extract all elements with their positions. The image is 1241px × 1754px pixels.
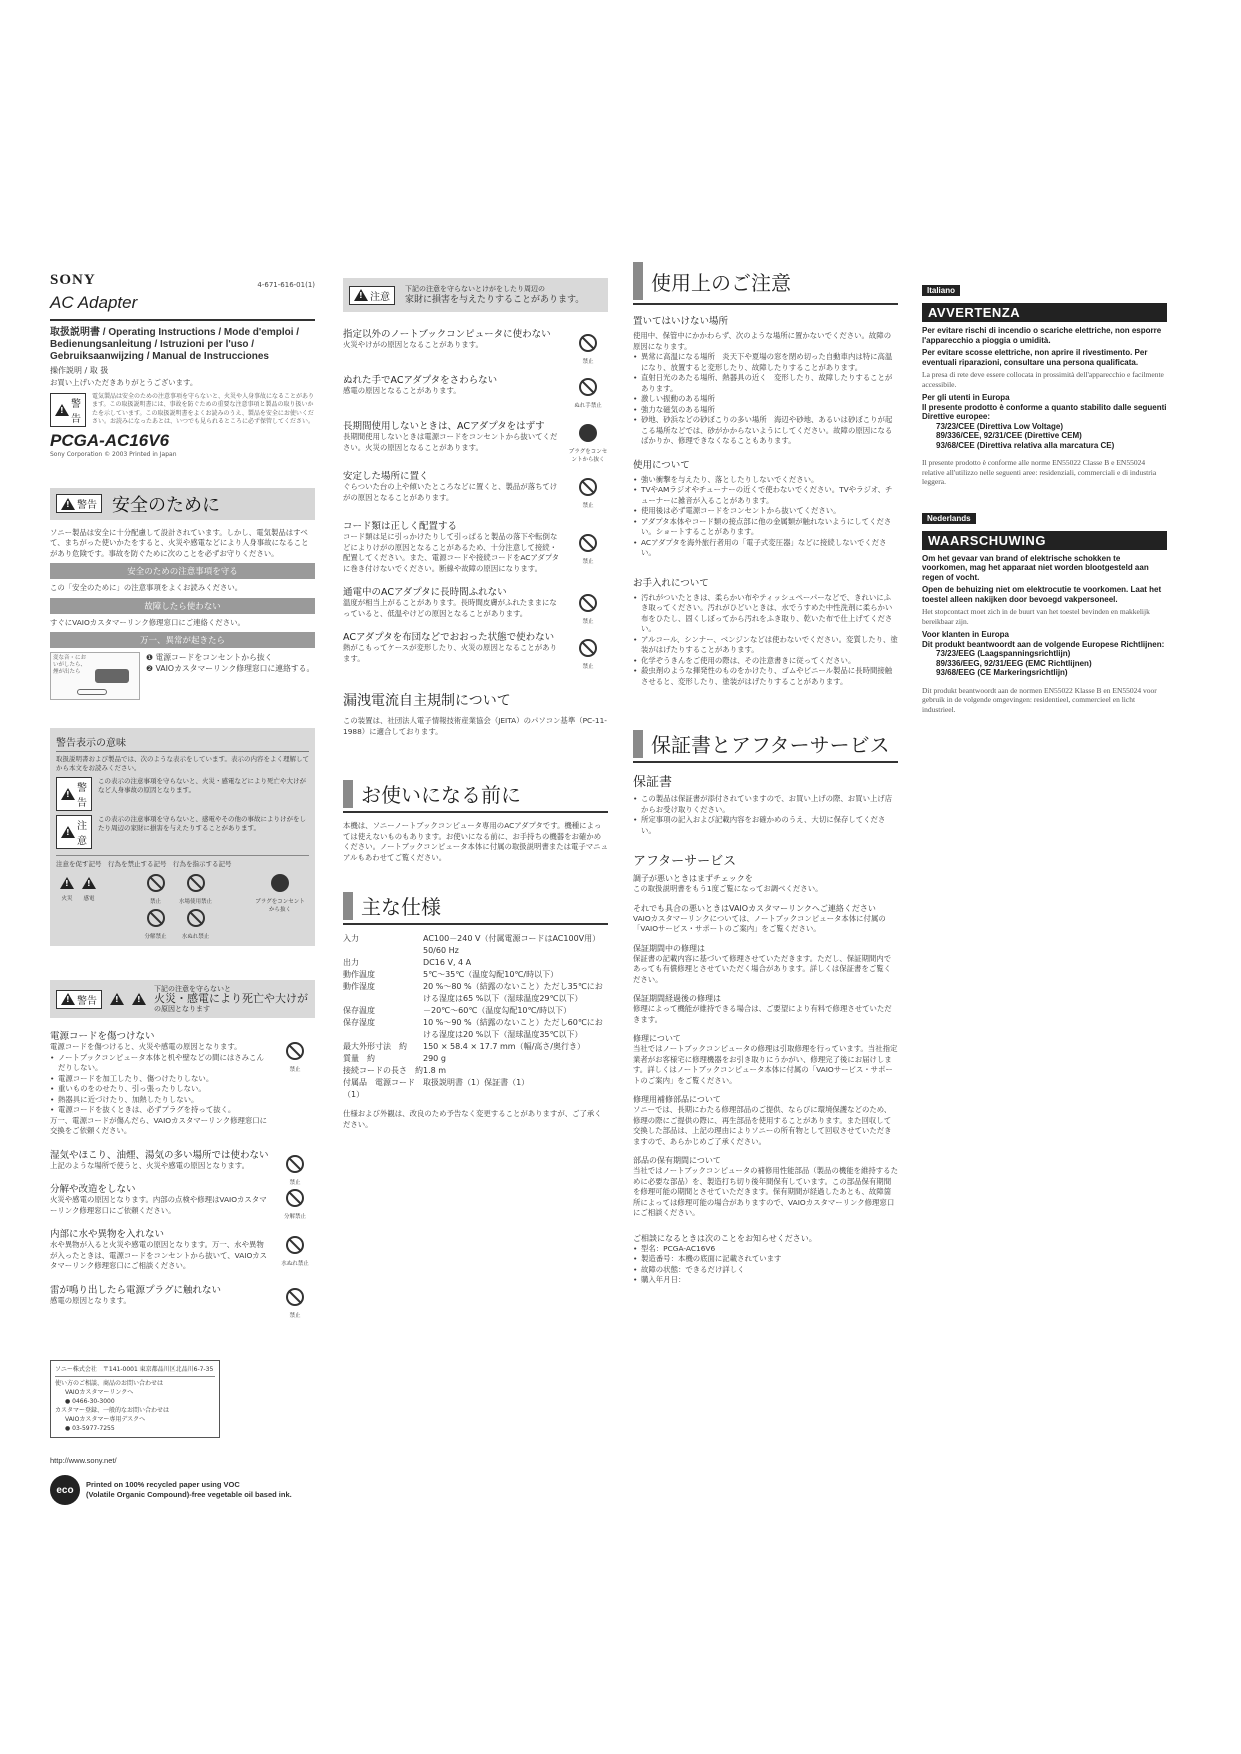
- prohibit-icon: [579, 478, 597, 496]
- caution-item-body: ぐらついた台の上や傾いたところなどに置くと、製品が落ちてけがの原因となることがあります。: [343, 482, 558, 502]
- service-block: [633, 903, 898, 935]
- caution-item: [343, 372, 608, 408]
- warning-triangle-icon: [61, 993, 75, 1005]
- abnormal-step-2: ❷ VAIOカスタマーリンク修理窓口に連絡する。: [146, 664, 315, 673]
- prohibit-icon: [147, 874, 165, 892]
- table-row: 最大外形寸法 約 150 × 58.4 × 17.7 mm（幅/高さ/奥行き）: [343, 1042, 585, 1051]
- contact-box: [50, 1360, 220, 1438]
- caution-item-title: コード類は正しく配置する: [343, 521, 458, 532]
- warranty-heading: 保証書とアフターサービス: [633, 729, 898, 763]
- icon-label: 禁止: [289, 1312, 301, 1319]
- list-item: • アルコール、シンナー、ベンジンなどは使わないでください。変質したり、塗装がはげたりすることがあります。: [633, 635, 898, 656]
- caution-item-title: ACアダプタを布団などでおおった状態で使わない: [343, 632, 555, 643]
- eco-line2: (Volatile Organic Compound)-free vegetable oil based ink.: [86, 1490, 292, 1499]
- table-row: 保存温度 －20℃～60℃（温度勾配10℃/時以下）: [343, 1006, 572, 1015]
- icon-label: 水ぬれ禁止: [281, 1261, 309, 1267]
- caution-item: [343, 629, 608, 670]
- before-use-heading: お使いになる前に: [343, 779, 608, 813]
- prohibit-label: 禁止: [149, 899, 161, 905]
- warning-item: [50, 1147, 315, 1186]
- model-number: PCGA-AC16V6: [50, 430, 170, 450]
- table-row: 出力 DC16 V, 4 A: [343, 958, 472, 967]
- signs-legend-row: 注意を促す記号 行為を禁止する記号 行為を指示する記号: [56, 855, 309, 868]
- warning-item-title: 電源コードを傷つけない: [50, 1031, 155, 1042]
- nederlands-p3: Het stopcontact moet zich in de buurt van het toestel bevinden en makkelijk bereikbaar zijn.: [922, 607, 1150, 626]
- caution-item: [343, 468, 608, 508]
- prohibit-icon: [286, 1288, 304, 1306]
- caution-triangle-icon: [61, 826, 75, 838]
- safety-warning-badge: ! 警告: [56, 494, 102, 513]
- contact-line1: 使い方のご相談、商品のお問い合わせは: [55, 1380, 164, 1387]
- list-item: • 所定事項の記入および記載内容をお確かめのうえ、大切に保存してください。: [633, 815, 898, 836]
- contact-phone2: ● 03-5977-7255: [65, 1425, 115, 1432]
- warning-item-body: 火災や感電の原因となります。内部の点検や修理はVAIOカスタマーリンク修理窓口にご依頼ください。: [50, 1195, 267, 1215]
- icon-label: 禁止: [582, 619, 594, 625]
- warning-triangle-icon: [55, 404, 69, 416]
- contact-company: ソニー株式会社 〒141-0001 東京都品川区北品川6-7-35: [55, 1365, 215, 1377]
- caution-item-title: ぬれた手でACアダプタをさわらない: [343, 375, 498, 386]
- eco-badge-icon: eco: [50, 1475, 80, 1505]
- warning-header: [50, 980, 315, 1018]
- abnormal-illustration: [50, 652, 140, 700]
- nederlands-band: WAARSCHUWING: [922, 531, 1167, 550]
- icon-label: 禁止: [582, 664, 594, 670]
- icon-label: ぬれ手禁止: [574, 403, 602, 409]
- nederlands-p6: 73/23/EEG (Laagspanningsrichtlijn): [936, 649, 1071, 658]
- prohibit-icon: [579, 639, 597, 657]
- prohibit-icon: [286, 1042, 304, 1060]
- nederlands-p2: Open de behuizing niet om elektrocutie te voorkomen. Laat het toestel alleen nakijken door bevoegd vakpersoneel.: [922, 585, 1162, 604]
- caution-item-body: 感電の原因となることがあります。: [343, 386, 461, 395]
- use-title: 使用について: [633, 459, 690, 471]
- specs-table: [343, 933, 608, 1101]
- section-marker: [633, 730, 643, 758]
- table-row: 動作温度 5℃～35℃（温度勾配10℃/時以下）: [343, 970, 559, 979]
- service-block-title: 修理用補修部品について: [633, 1095, 721, 1104]
- warning-item-title: 湿気やほこり、油煙、湯気の多い場所では使わない: [50, 1149, 269, 1161]
- icon-label: 禁止: [289, 1067, 301, 1073]
- fire-label: 火災: [61, 896, 73, 902]
- fire-icon: [60, 877, 74, 889]
- disassemble-label: 分解禁止: [144, 934, 167, 940]
- service-block-title: 修理について: [633, 1034, 681, 1043]
- band-no-broken: 故障したら使わない: [50, 598, 315, 614]
- list-item: • 電源コードを抜くときは、必ずプラグを持って抜く。: [50, 1105, 271, 1116]
- prohibit-icon: [579, 594, 597, 612]
- warning-header-line2: 火災・感電により死亡や大けが: [154, 992, 308, 1005]
- icon-label: 禁止: [582, 503, 594, 509]
- italiano-p6: 73/23/CEE (Direttiva Low Voltage): [936, 421, 1063, 431]
- list-item: • 購入年月日：: [633, 1275, 898, 1286]
- band-follow-rules-text: この「安全のために」の注意事項をよくお読みください。: [50, 583, 243, 592]
- service-block-body: VAIOカスタマーリンクについては、ノートブックコンピュータ本体に付属の「VAIOサービス・サポートのご案内」をご覧ください。: [633, 913, 886, 933]
- nederlands-tag: Nederlands: [922, 513, 976, 524]
- list-item: • ノートブックコンピュータ本体と机や壁などの間にはさみこんだりしない。: [50, 1053, 271, 1074]
- list-item: • 型名：PCGA-AC16V6: [633, 1244, 898, 1255]
- band-no-broken-text: すぐにVAIOカスタマーリンク修理窓口にご連絡ください。: [50, 617, 245, 627]
- prohibit-icon: [579, 534, 597, 552]
- list-item: • 使用後は必ず電源コードをコンセントから抜いてください。: [633, 506, 898, 517]
- caution-item-body: コード類は足に引っかけたりして引っぱると製品の落下や転倒などによりけがの原因となることがあるため、十分注意して接続・配置してください。また、電源コードや接続コードをACアダプタに巻き付けないでください。断線や故障の原因になります。: [343, 532, 559, 573]
- list-item: • 製造番号：本機の底面に記載されています: [633, 1254, 898, 1265]
- service-block-body: 保証書の記載内容に基づいて修理させていただきます。ただし、保証期間内であっても有償修理とさせていただく場合があります。詳しくは保証書をご覧ください。: [633, 953, 892, 984]
- warning-item-body: 感電の原因となります。: [50, 1295, 131, 1305]
- prohibit-icon: [579, 334, 597, 352]
- nederlands-p5: Dit produkt beantwoordt aan de volgende Europese Richtlijnen:: [922, 639, 1165, 649]
- service-block-body: 当社ではノートブックコンピュータの修理は引取修理を行っています。当社指定業者がお客様宅に修理機器をお引き取りにうかがい、修理完了後にお届けします。詳しくはノートブックコンピュータ本体に付属の「VAIOサービス・サポートのご案内」をご覧ください。: [633, 1044, 898, 1085]
- safety-title: 安全のために: [112, 494, 220, 516]
- harmonic-title: 漏洩電流自主規制について: [343, 693, 511, 709]
- illustration-caption: 変な音・においがしたら、煙が出たら: [53, 655, 87, 675]
- wet-label: 水ぬれ禁止: [181, 934, 210, 940]
- icon-label: 禁止: [582, 359, 594, 365]
- signs-title: 警告表示の意味: [56, 734, 309, 752]
- icon-label: プラグをコンセントから抜く: [568, 449, 608, 463]
- contact-phone1: ● 0466-30-3000: [65, 1398, 115, 1405]
- service-block-body: 修理によって機能が維持できる場合は、ご要望により有料で修理させていただきます。: [633, 1004, 892, 1024]
- service-block-title: 保証期間経過後の修理は: [633, 994, 721, 1003]
- sign-warning-badge: ! 警告: [56, 777, 92, 811]
- caution-item: [343, 584, 608, 625]
- list-item: • 異常に高温になる場所 炎天下や夏場の窓を閉め切った自動車内は特に高温になり、放置すると変形したり、故障したりすることがあります。: [633, 352, 898, 373]
- list-item: • 激しい振動のある場所: [633, 394, 898, 405]
- service-block: [633, 1094, 898, 1147]
- service-subheading: アフターサービス: [633, 854, 737, 869]
- contact-line2: VAIOカスタマーリンクへ: [65, 1389, 134, 1396]
- italiano-p9: Il presente prodotto è conforme alle norme EN55022 Classe B e EN55024 relative all'utilizzo nelle seguenti aree: residenziali, commerciali e di industria leggera.: [922, 458, 1157, 486]
- warning-triangle-icon: [61, 498, 75, 510]
- caution-item-body: 火災やけがの原因となることがあります。: [343, 340, 483, 349]
- caution-item: [343, 418, 608, 463]
- caution-triangle-icon: [354, 289, 368, 301]
- warning-item: [50, 1181, 315, 1220]
- care-title: お手入れについて: [633, 577, 709, 589]
- harmonic-body: この装置は、社団法人電子情報技術産業協会（JEITA）のパソコン基準（PC-11-1988）に適合しております。: [343, 716, 607, 736]
- wet-hands-prohibit-icon: [579, 378, 597, 396]
- places-intro: 使用中、保管中にかかわらず、次のような場所に置かないでください。故障の原因になります。: [633, 331, 892, 351]
- service-block-title: それでも具合の悪いときはVAIOカスタマーリンクへご連絡ください: [633, 903, 876, 913]
- nederlands-p9: Dit produkt beantwoordt aan de normen EN55022 Klasse B en EN55024 voor gebruik in de volgende omgevingen: residentieel, commercieel en licht industrieel.: [922, 685, 1157, 714]
- service-block-body: この取扱説明書をもう1度ご覧になってお調べください。: [633, 884, 823, 893]
- water-prohibit-icon: [286, 1236, 304, 1254]
- icon-label: 禁止: [289, 1179, 301, 1186]
- unplug-icon: [271, 874, 289, 892]
- places-title: 置いてはいけない場所: [633, 316, 729, 327]
- specs-note: 仕様および外観は、改良のため予告なく変更することがありますが、ご了承ください。: [343, 1109, 602, 1129]
- sony-url[interactable]: http://www.sony.net/: [50, 1456, 117, 1465]
- safety-intro: ソニー製品は安全に十分配慮して設計されています。しかし、電気製品はすべて、まちがった使いかたをすると、火災や感電などにより人身事故になることがあり危険です。事故を防ぐために次のことを必ずお守りください。: [50, 527, 309, 558]
- warning-item-title: 雷が鳴り出したら電源プラグに触れない: [50, 1284, 222, 1296]
- list-item: • 強い衝撃を与えたり、落としたりしないでください。: [633, 475, 898, 486]
- caution-header-line2: 家財に損害を与えたりすることがあります。: [405, 295, 585, 305]
- table-row: 入力 AC100－240 V（付属電源コードはAC100V用）50/60 Hz: [343, 934, 601, 955]
- italiano-p2: Per evitare scosse elettriche, non aprire il rivestimento. Per eventuali riparazioni, consultare una persona qualificata.: [922, 348, 1148, 367]
- warning-item-body: 水や異物が入ると火災や感電の原因となります。万一、水や異物が入ったときは、電源コードをコンセントから抜いて、VAIOカスタマーリンク修理窓口にご相談ください。: [50, 1240, 268, 1270]
- service-block-title: 部品の保有期間について: [633, 1156, 721, 1165]
- caution-item-title: 通電中のACアダプタに長時間ふれない: [343, 587, 507, 598]
- caution-item-title: 安定した場所に置く: [343, 471, 429, 482]
- service-block-body: ソニーでは、長期にわたる修理部品のご提供、ならびに環境保護などのため、修理の際にご提供の際に、再生部品を使用することがあります。また回収して交換した部品は、上記の理由によりソニーの所有物として回収させていただきますので、あらかじめご了承ください。: [633, 1105, 892, 1146]
- list-item: • 砂地、砂浜などの砂ぼこりの多い場所 海辺や砂地、あるいは砂ぼこりが起こる場所などでは、砂がかからないようにしてください。故障の原因になるばかりか、修理できなくなることもあります。: [633, 415, 898, 447]
- section-marker: [633, 262, 643, 300]
- italiano-band: AVVERTENZA: [922, 303, 1167, 322]
- abnormal-step-1: ❶ 電源コードをコンセントから抜く: [146, 653, 273, 662]
- disassemble-prohibit-icon: [286, 1189, 304, 1207]
- service-block-title: 保証期間中の修理は: [633, 943, 705, 953]
- signs-box: [50, 728, 315, 946]
- sign-warning-desc: この表示の注意事項を守らないと、火災・感電などにより死亡や大けがなど人身事故の原因となります。: [98, 777, 306, 794]
- copyright: Sony Corporation © 2003 Printed in Japan: [50, 450, 177, 458]
- band-abnormal: 万一、異常が起きたら: [50, 632, 315, 648]
- sign-caution-desc: この表示の注意事項を守らないと、感電やその他の事故によりけがをしたり周辺の家財に損害を与えたりすることがあります。: [98, 815, 306, 832]
- caution-item-body: 温度が相当上がることがあります。長時間皮膚がふれたままになっていると、低温やけどの原因となることがあります。: [343, 598, 557, 618]
- water-prohibit-icon: [187, 874, 205, 892]
- warning-item: [50, 1028, 315, 1137]
- warning-triangle-icon: [61, 788, 75, 800]
- caution-badge: ! 注意: [349, 286, 395, 305]
- italiano-p3: La presa di rete deve essere collocata in prossimità dell'apparecchio e facilmente accessibile.: [922, 370, 1164, 389]
- service-block: [633, 1033, 898, 1086]
- nederlands-p7: 89/336/EEG, 92/31/EEG (EMC Richtlijnen): [936, 658, 1092, 668]
- table-row: 動作湿度 20 %～80 %（結露のないこと）ただし35℃における湿度は65 %以下（湿球温度29℃以下）: [343, 982, 603, 1003]
- italiano-p5: Il presente prodotto è conforme a quanto stabilito dalle seguenti Direttive europee:: [922, 402, 1167, 421]
- service-block: [633, 993, 898, 1025]
- list-item: • 殺虫剤のような揮発性のものをかけたり、ゴムやビニール製品に長時間接触させると、変形したり、塗装がはげたりすることがあります。: [633, 666, 898, 687]
- warning-header-line3: の原因となります: [154, 1005, 210, 1013]
- list-item: • 化学ぞうきんをご使用の際は、その注意書きに従ってください。: [633, 656, 898, 667]
- list-item: • TVやAMラジオやチューナーの近くで使わないでください。TVやラジオ、チューナーに雑音が入ることがあります。: [633, 485, 898, 506]
- caution-item-title: 指定以外のノートブックコンピュータに使わない: [343, 329, 551, 340]
- water-prohibit-label: 水場使用禁止: [178, 899, 212, 905]
- column-4: [922, 278, 1167, 714]
- nederlands-p4: Voor klanten in Europa: [922, 630, 1009, 639]
- table-row: 保存湿度 10 %～90 %（結露のないこと）ただし60℃における湿度は20 %以下（湿球温度35℃以下）: [343, 1018, 603, 1039]
- shock-label: 感電: [83, 896, 95, 902]
- caution-header: [343, 278, 608, 312]
- italiano-p8: 93/68/CEE (Direttiva relativa alla marcatura CE): [936, 440, 1115, 450]
- service-block: [633, 943, 898, 986]
- nederlands-p8: 93/68/EEG (CE Markeringsrichtlijn): [936, 668, 1068, 677]
- icon-label: 分解禁止: [283, 1214, 306, 1220]
- caution-item-title: 長期間使用しないときは、ACアダプタをはずす: [343, 421, 545, 432]
- caution-item: [343, 518, 608, 574]
- unplug-icon: [579, 424, 597, 442]
- unplug-label: プラグをコンセントから抜く: [255, 899, 305, 913]
- caution-header-line1: 下記の注意を守らないとけがをしたり周辺の: [405, 285, 545, 293]
- caution-item-body: 長期間使用しないときは電源コードをコンセントから抜いてください。火災の原因となることがあります。: [343, 432, 558, 452]
- service-block: [633, 873, 898, 895]
- manual-label: 操作説明 / 取 扱: [50, 366, 109, 375]
- list-item: • 故障の状態：できるだけ詳しく: [633, 1265, 898, 1276]
- fire-icon: [132, 993, 146, 1005]
- signs-intro: 取扱説明書および製品では、次のような表示をしています。表示の内容をよく理解してから本文をお読みください。: [56, 755, 309, 772]
- list-item: • この製品は保証書が添付されていますので、お買い上げの際、お買い上げ店からお受け取りください。: [633, 794, 898, 815]
- icon-label: 禁止: [582, 559, 594, 565]
- section-marker: [343, 892, 353, 920]
- nederlands-p1: Om het gevaar van brand of elektrische schokken te voorkomen, mag het apparaat niet worden blootgesteld aan regen of vocht.: [922, 553, 1149, 582]
- list-item: • 汚れがついたときは、柔らかい布やティッシュペーパーなどで、きれいにふき取ってください。汚れがひどいときは、水でうすめた中性洗剤に柔らかい布をひたし、固くしぼってから汚れをふき取り、乾いた布で仕上げてください。: [633, 593, 898, 635]
- table-row: 付属品 電源コード（1） 取扱説明書（1）保証書（1）: [343, 1078, 530, 1099]
- list-item: • 直射日光のあたる場所、熱器具の近く 変形したり、故障したりすることがあります。: [633, 373, 898, 394]
- column-3: [633, 262, 898, 1286]
- column-1: [50, 272, 315, 1505]
- table-row: 質量 約 290 g: [343, 1054, 446, 1063]
- usage-notes-heading: 使用上のご注意: [633, 262, 898, 305]
- warning-item-title: 分解や改造をしない: [50, 1184, 136, 1195]
- caution-item: [343, 326, 608, 365]
- safety-title-band: [50, 488, 315, 520]
- list-item: • 熱器具に近づけたり、加熱したりしない。: [50, 1095, 271, 1106]
- table-row: 接続コードの長さ 約 1.8 m: [343, 1066, 447, 1075]
- shock-icon: [82, 877, 96, 889]
- eco-line1: Printed on 100% recycled paper using VOC: [86, 1480, 240, 1489]
- sony-logo: SONY: [50, 272, 96, 288]
- warning-item-body: 上記のような場所で使うと、火災や感電の原因となります。: [50, 1160, 249, 1170]
- warning-header-line1: 下記の注意を守らないと: [154, 985, 231, 993]
- shock-icon: [110, 993, 124, 1005]
- warning-item: [50, 1282, 315, 1319]
- italiano-p1: Per evitare rischi di incendio o scariche elettriche, non esporre l'apparecchio a pioggia o umidità.: [922, 326, 1162, 345]
- before-use-body: 本機は、ソニーノートブックコンピュータ専用のACアダプタです。機種によっては使えないものもあります。お使いになる前に、お手持ちの機器をお確かめください。ノートブックコンピュータ本体に付属の取扱説明書または電子マニュアルもあわせてご覧ください。: [343, 821, 608, 862]
- prohibit-icon: [286, 1155, 304, 1173]
- warranty-subheading: 保証書: [633, 775, 673, 790]
- list-item: • 重いものをのせたり、引っ張ったりしない。: [50, 1084, 271, 1095]
- list-item: • アダプタ本体やコード類の接点部に他の金属類が触れないようにしてください。ショートすることがあります。: [633, 517, 898, 538]
- section-marker: [343, 780, 353, 808]
- warning-item-title: 内部に水や異物を入れない: [50, 1229, 165, 1240]
- adapter-icon: [95, 669, 129, 683]
- warning-text: 電気製品は安全のための注意事項を守らないと、火災や人身事故になることがあります。この取扱説明書には、事故を防ぐための重要な注意事項と製品の取り扱いかたを示しています。この取扱説明書をよくお読みのうえ、製品を安全にお使いください。お読みになったあとは、いつでも見られるところに必ず保管してください。: [92, 392, 315, 425]
- part-number: 4-671-616-01(1): [257, 281, 315, 289]
- wet-prohibit-icon: [187, 909, 205, 927]
- service-block: [633, 1155, 898, 1219]
- band-follow-rules: 安全のための注意事項を守る: [50, 563, 315, 579]
- contact-line4: VAIOカスタマー専用デスクへ: [65, 1416, 146, 1423]
- language-list: 取扱説明書 / Operating Instructions / Mode d'emploi / Bedienungsanleitung / Istruzioni per l'uso / Gebruiksaanwijzing / Manual de Instrucciones: [50, 327, 300, 362]
- list-item: • ACアダプタを海外旅行者用の「電子式変圧器」などに接続しないでください。: [633, 538, 898, 559]
- warning-item-body: 電源コードを傷つけると、火災や感電の原因となります。: [50, 1042, 242, 1051]
- contact-line3: カスタマー登録、一般的なお問い合わせは: [55, 1407, 170, 1414]
- warning-header-badge: ! 警告: [56, 990, 102, 1009]
- disassemble-prohibit-icon: [147, 909, 165, 927]
- product-title: AC Adapter: [50, 293, 315, 321]
- thanks-line: お買い上げいただきありがとうございます。: [50, 378, 198, 387]
- service-block-title: 調子が悪いときはまずチェックを: [633, 874, 753, 883]
- cord-icon: [77, 689, 107, 695]
- italiano-p7: 89/336/CEE, 92/31/CEE (Direttive CEM): [936, 431, 1082, 440]
- warning-badge: ! 警告: [50, 393, 86, 427]
- service-block-body: 当社ではノートブックコンピュータの補修用性能部品（製品の機能を維持するために必要な部品）を、製造打ち切り後年間保有しています。この部品保有期間を修理可能の期間とさせていただきます。保有期間が経過したあとも、故障箇所によっては修理可能の場合がありますので、VAIOカスタマーリンク修理窓口にご相談ください。: [633, 1166, 898, 1217]
- sign-caution-badge: ! 注意: [56, 815, 92, 849]
- list-item: • 電源コードを加工したり、傷つけたりしない。: [50, 1074, 271, 1085]
- italiano-p4: Per gli utenti in Europa: [922, 393, 1010, 402]
- contact-intro: ご相談になるときは次のことをお知らせください。: [633, 1233, 817, 1243]
- list-item: • 強力な磁気のある場所: [633, 405, 898, 416]
- column-2: [343, 278, 608, 1130]
- specs-heading: 主な仕様: [343, 891, 608, 925]
- caution-item-body: 熱がこもってケースが変形したり、火災の原因となることがあります。: [343, 643, 557, 663]
- warning-item: [50, 1226, 315, 1272]
- warning-item-tail: 万一、電源コードが傷んだら、VAIOカスタマーリンク修理窓口に交換をご依頼ください。: [50, 1115, 268, 1135]
- italiano-tag: Italiano: [922, 285, 960, 296]
